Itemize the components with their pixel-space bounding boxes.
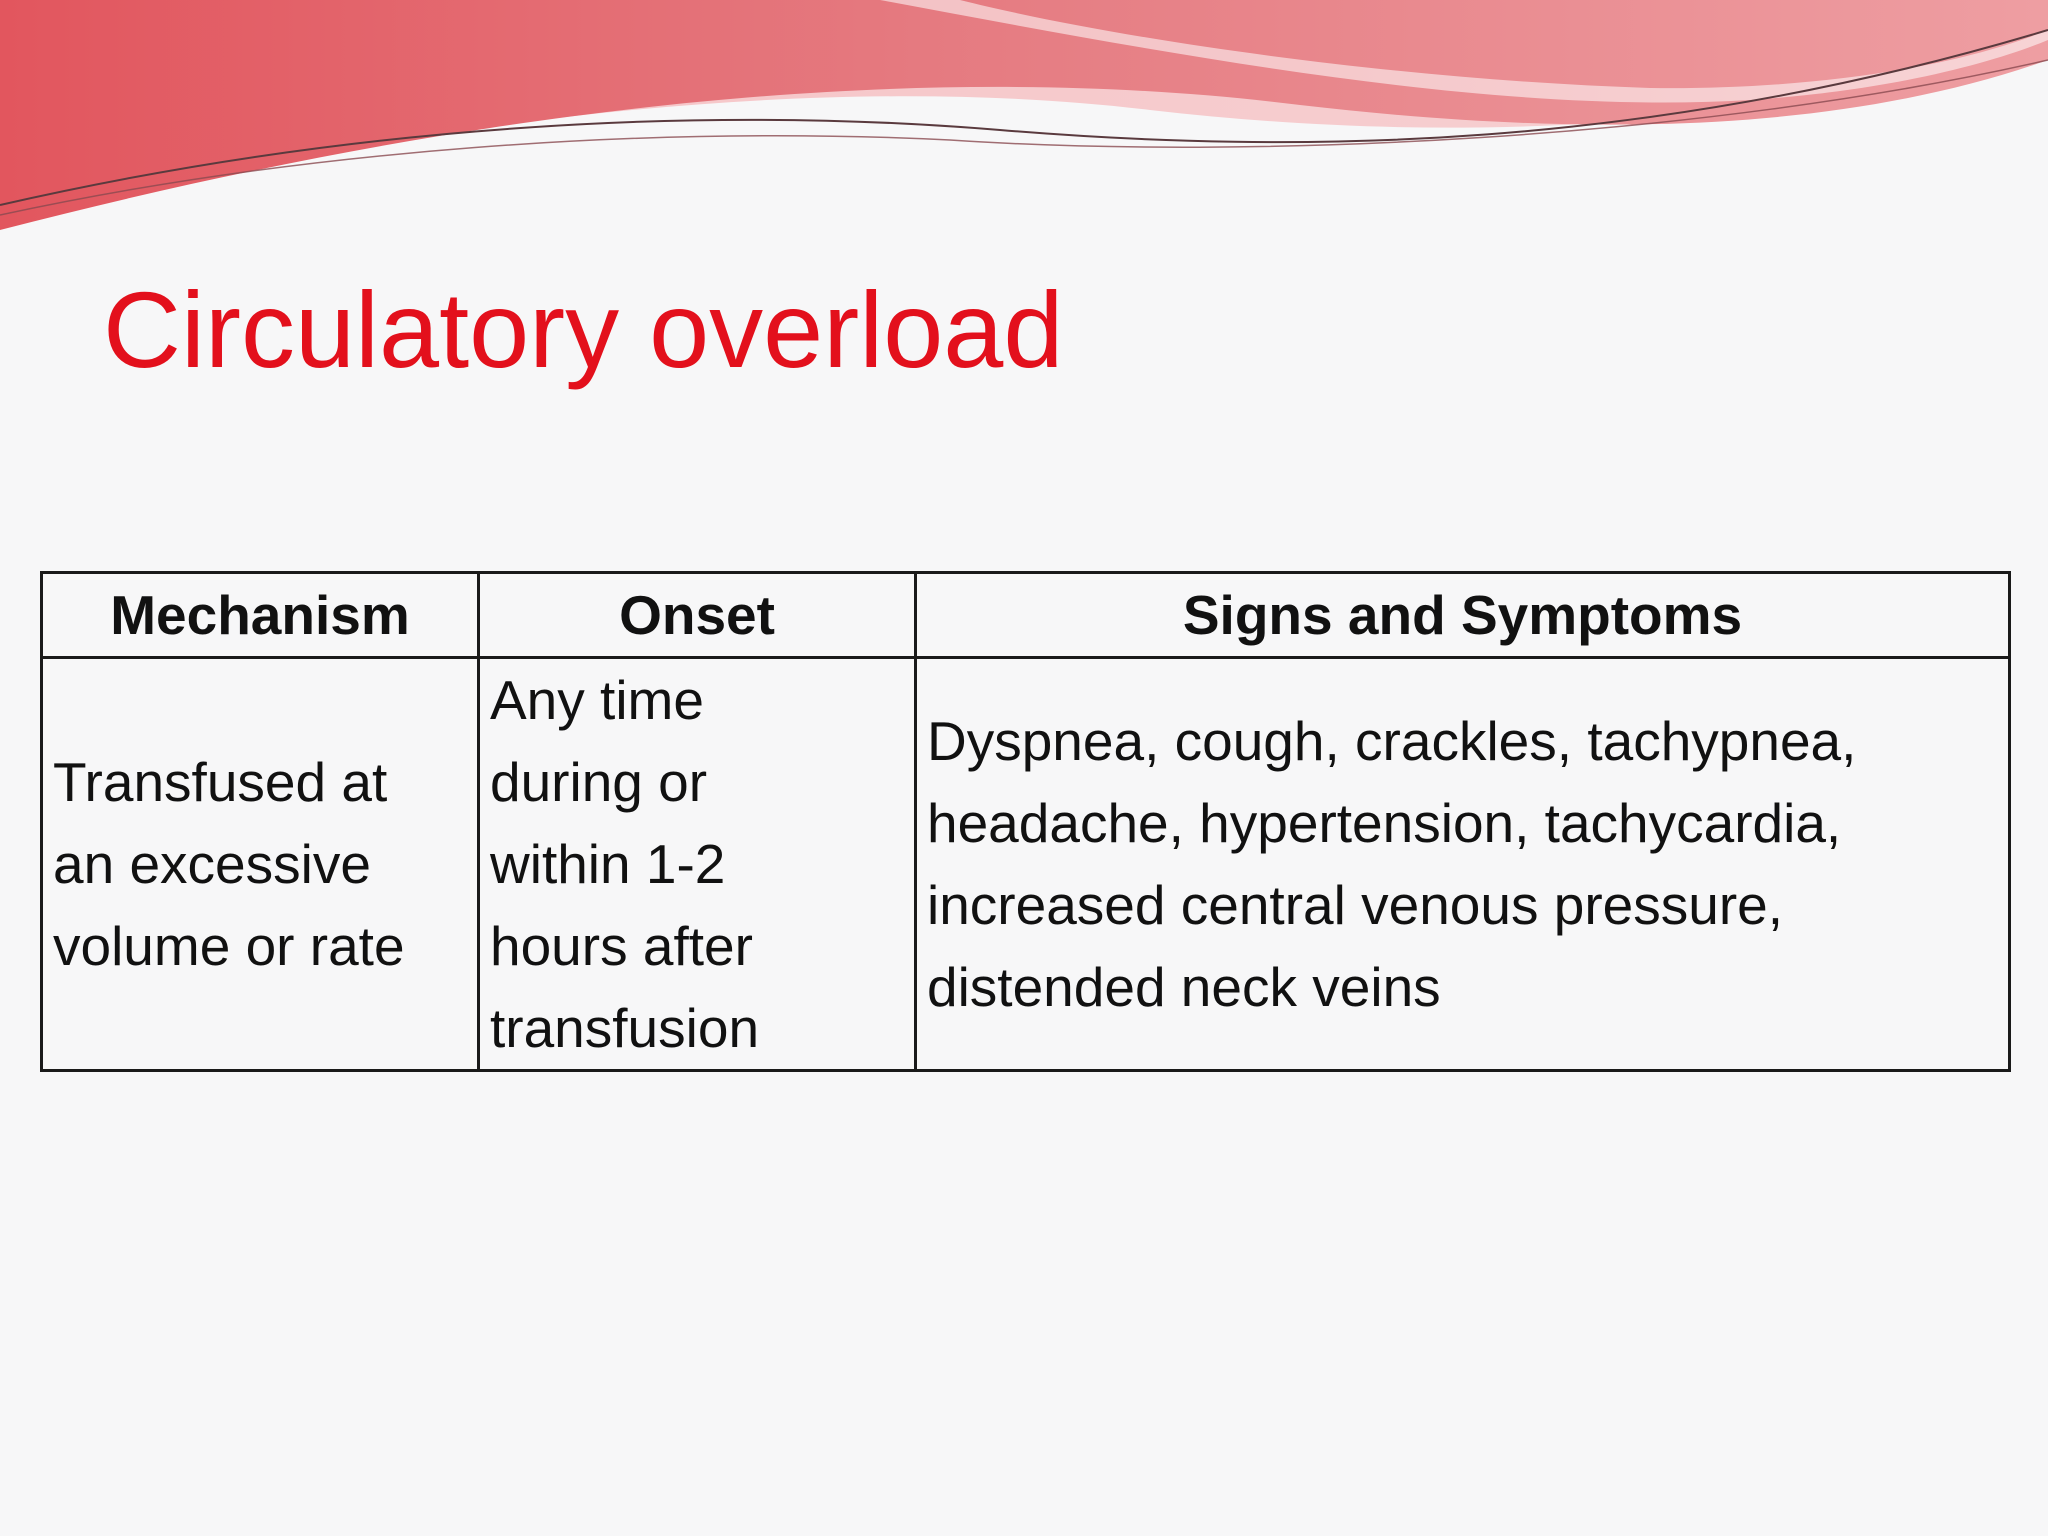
cell-mechanism: Transfused at an excessive volume or rate [42,658,479,1071]
table-row [42,658,2010,1071]
header-signs-and-symptoms: Signs and Symptoms [916,573,2010,658]
circulatory-overload-table [40,571,2011,1072]
header-wave-decoration [0,0,2048,240]
header-mechanism: Mechanism [42,573,479,658]
table-container [40,571,2048,1072]
table-header-row [42,573,2010,658]
slide-title: Circulatory overload [103,269,1064,390]
cell-onset: Any time during or within 1-2 hours after transfusion [479,658,916,1071]
header-onset: Onset [479,573,916,658]
cell-signs-and-symptoms: Dyspnea, cough, crackles, tachypnea, headache, hypertension, tachycardia, increased central venous pressure, distended neck veins [916,658,2010,1071]
